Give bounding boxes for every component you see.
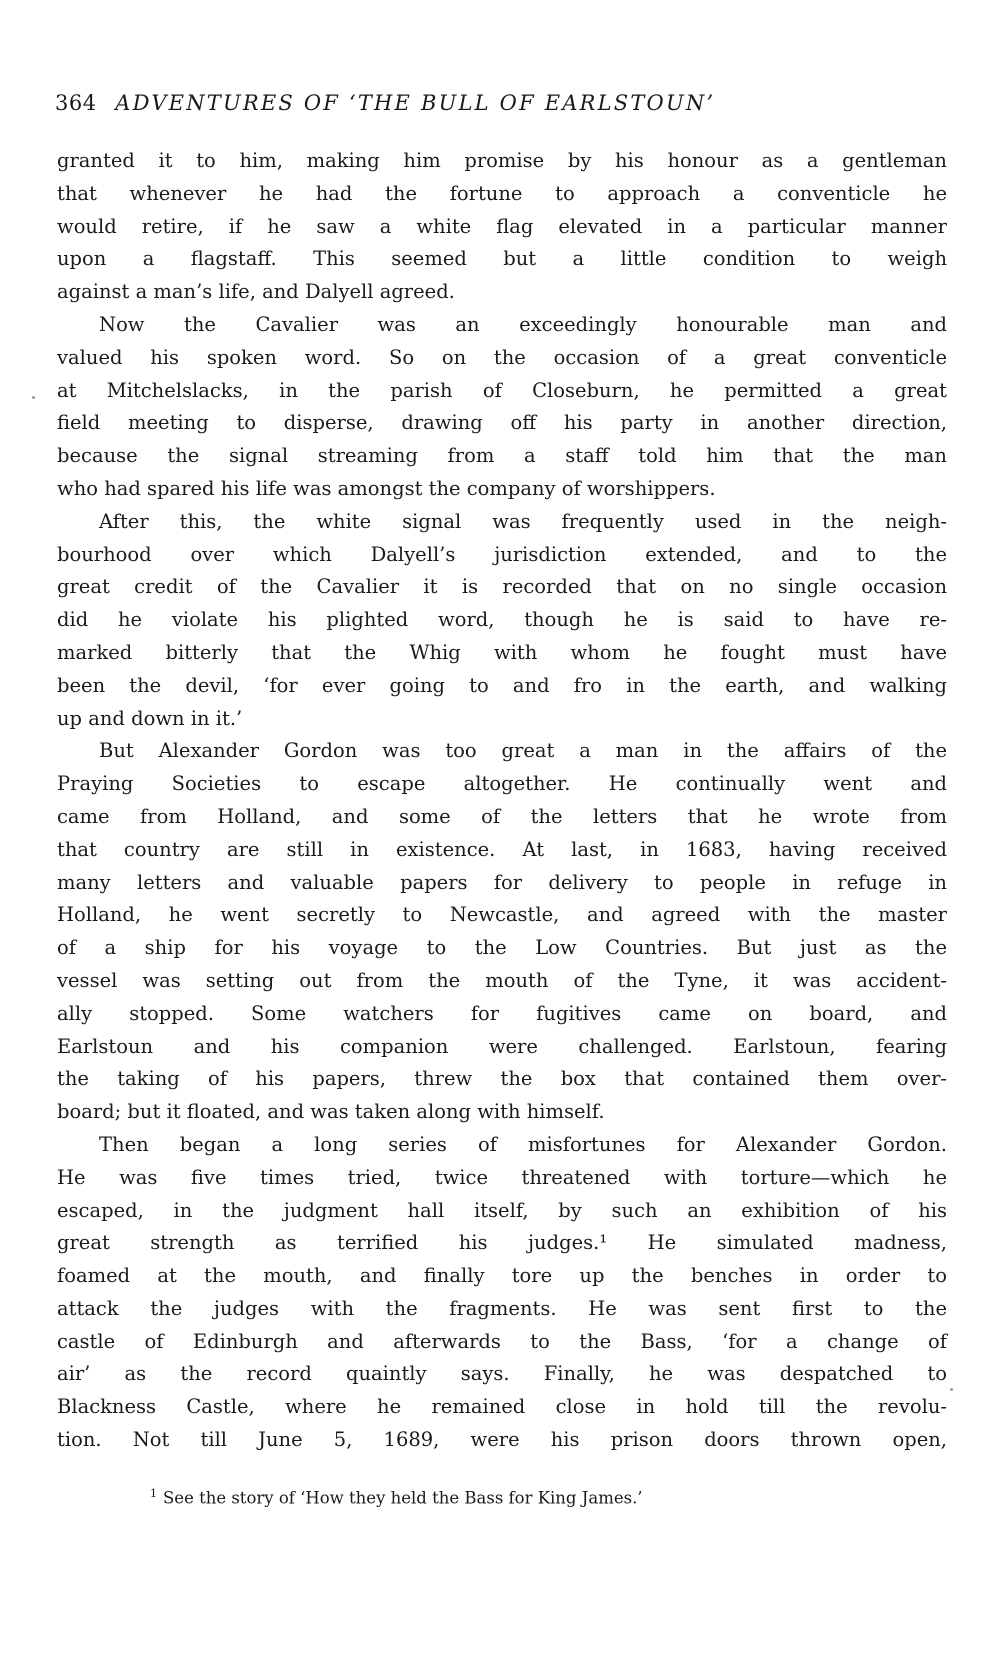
text-line: because the signal streaming from a staff told him that the man: [57, 444, 947, 468]
text-line: tion. Not till June 5, 1689, were his prison doors thrown open,: [57, 1428, 947, 1452]
scan-speck: [950, 1388, 953, 1391]
text-line: valued his spoken word. So on the occasion of a great conventicle: [57, 345, 947, 369]
footnote: [150, 1479, 910, 1509]
text-line: against a man’s life, and Dalyell agreed.: [57, 280, 455, 304]
text-line: attack the judges with the fragments. He was sent first to the: [57, 1296, 947, 1320]
text-line: Earlstoun and his companion were challenged. Earlstoun, fearing: [57, 1034, 947, 1058]
text-line: Blackness Castle, where he remained close in hold till the revolu-: [57, 1395, 947, 1419]
paragraph-start-line: But Alexander Gordon was too great a man in the affairs of the: [99, 739, 947, 763]
text-line: many letters and valuable papers for delivery to people in refuge in: [57, 870, 947, 894]
footnote-mark: 1: [150, 1487, 157, 1500]
text-line: who had spared his life was amongst the company of worshippers.: [57, 476, 716, 500]
paragraph-start-line: After this, the white signal was frequently used in the neigh-: [99, 509, 947, 533]
text-line: board; but it floated, and was taken along with himself.: [57, 1100, 605, 1124]
text-line: vessel was setting out from the mouth of the Tyne, it was accident-: [57, 968, 947, 992]
text-line: up and down in it.’: [57, 706, 243, 730]
text-line: He was five times tried, twice threatened with torture—which he: [57, 1165, 947, 1189]
text-line: came from Holland, and some of the letters that he wrote from: [57, 804, 947, 828]
running-title: ADVENTURES OF ‘THE BULL OF EARLSTOUN’: [115, 91, 716, 115]
text-line: Praying Societies to escape altogether. He continually went and: [57, 772, 947, 796]
text-line: would retire, if he saw a white flag elevated in a particular manner: [57, 214, 947, 238]
text-line: marked bitterly that the Whig with whom he fought must have: [57, 640, 947, 664]
text-line: bourhood over which Dalyell’s jurisdiction extended, and to the: [57, 542, 947, 566]
text-line: ally stopped. Some watchers for fugitives came on board, and: [57, 1001, 947, 1025]
text-line: field meeting to disperse, drawing off his party in another direction,: [57, 411, 947, 435]
text-line: foamed at the mouth, and finally tore up the benches in order to: [57, 1264, 947, 1288]
text-line: granted it to him, making him promise by his honour as a gentleman: [57, 149, 947, 172]
paragraph-start-line: Now the Cavalier was an exceedingly honourable man and: [99, 312, 947, 336]
text-line: Holland, he went secretly to Newcastle, and agreed with the master: [57, 903, 947, 927]
text-line: air’ as the record quaintly says. Finally, he was despatched to: [57, 1362, 947, 1386]
text-line: at Mitchelslacks, in the parish of Closeburn, he permitted a great: [57, 378, 947, 402]
footnote-text: See the story of ‘How they held the Bass for King James.’: [163, 1488, 643, 1508]
text-line: great credit of the Cavalier it is recorded that on no single occasion: [57, 575, 947, 599]
text-line: great strength as terrified his judges.¹ He simulated madness,: [57, 1231, 947, 1255]
text-line: the taking of his papers, threw the box that contained them over-: [57, 1067, 947, 1091]
text-line: been the devil, ‘for ever going to and fro in the earth, and walking: [57, 673, 947, 697]
text-line: of a ship for his voyage to the Low Countries. But just as the: [57, 936, 947, 960]
body-text: [57, 145, 947, 1457]
text-line: upon a flagstaff. This seemed but a little condition to weigh: [57, 247, 947, 271]
text-line: did he violate his plighted word, though he is said to have re-: [57, 608, 947, 632]
running-head: [55, 86, 945, 120]
text-line: that whenever he had the fortune to approach a conventicle he: [57, 181, 947, 205]
paragraph-start-line: Then began a long series of misfortunes for Alexander Gordon.: [99, 1132, 947, 1156]
text-line: castle of Edinburgh and afterwards to the Bass, ‘for a change of: [57, 1329, 947, 1353]
page-number: 364: [55, 91, 97, 115]
scan-speck: [32, 396, 35, 399]
text-line: that country are still in existence. At last, in 1683, having received: [57, 837, 947, 861]
text-line: escaped, in the judgment hall itself, by such an exhibition of his: [57, 1198, 947, 1222]
